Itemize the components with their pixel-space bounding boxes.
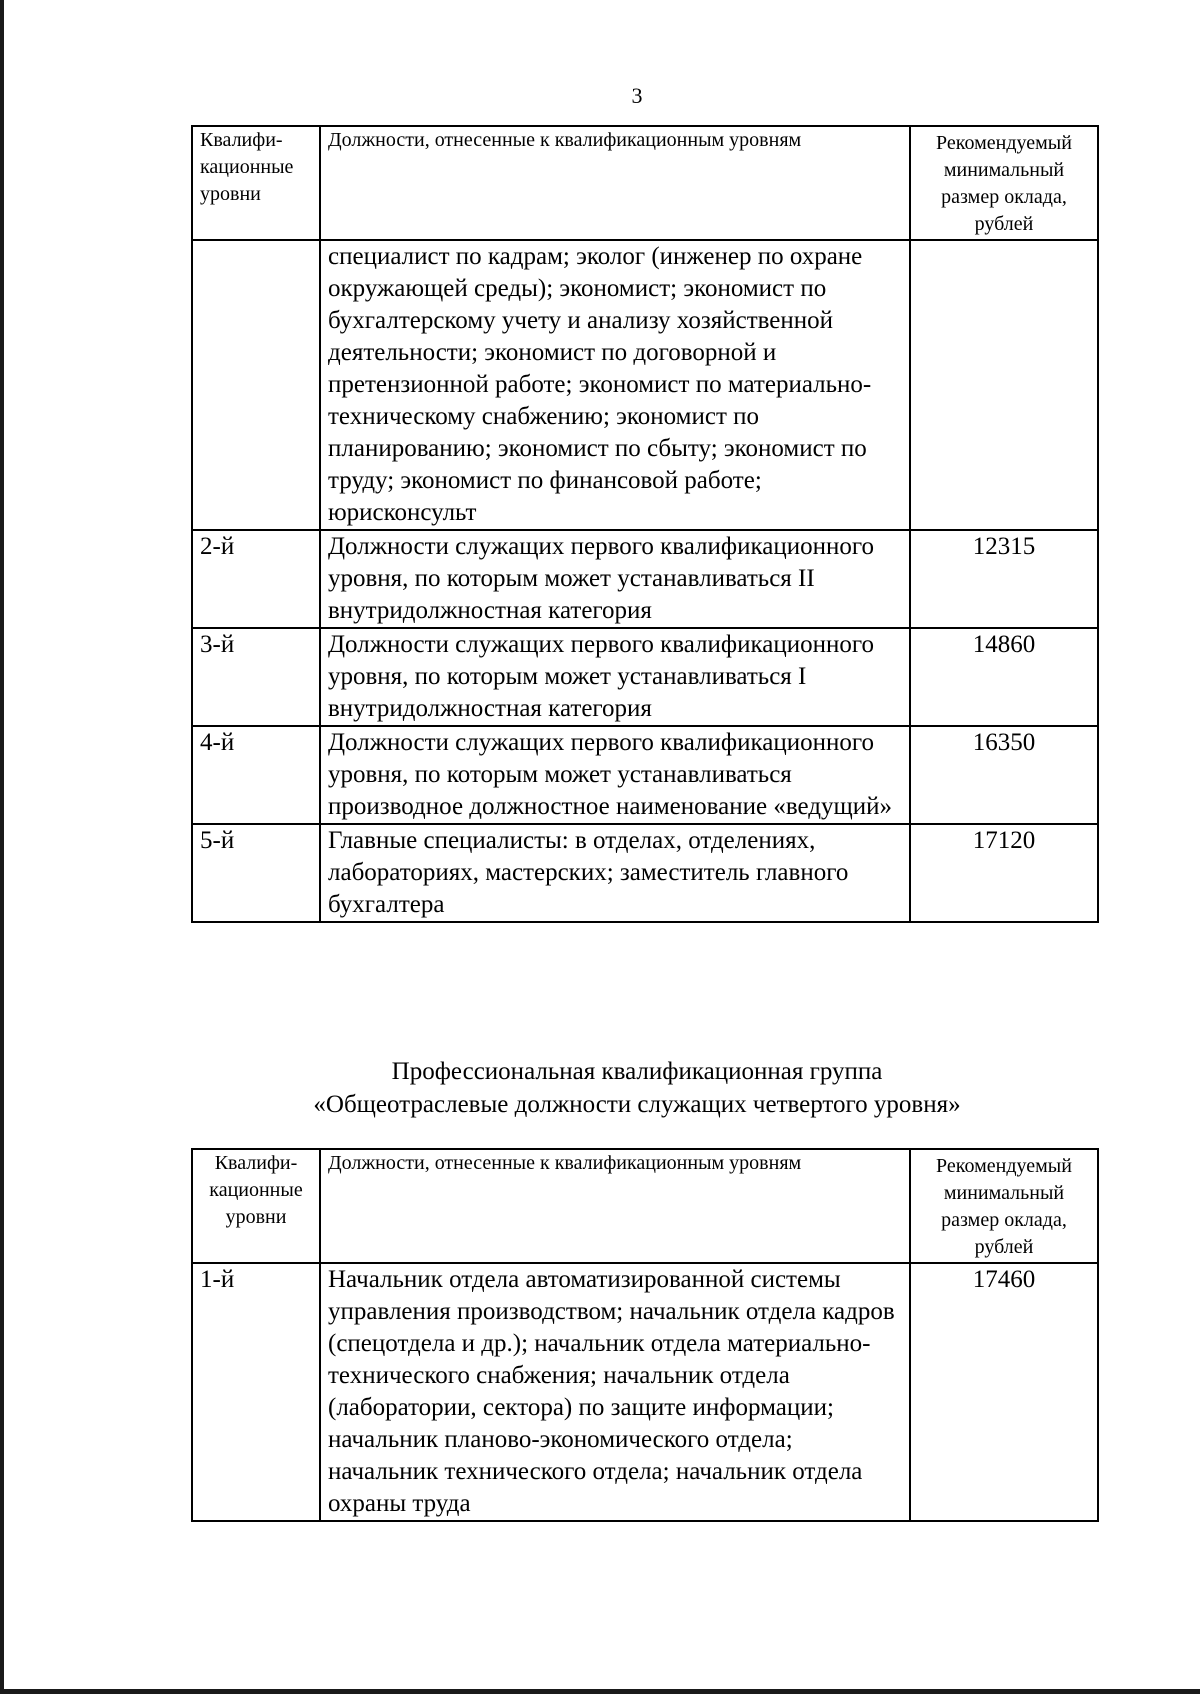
table-header-row xyxy=(192,126,1098,240)
table-row xyxy=(192,240,1098,530)
row-positions: Главные специалисты: в отделах, отделениях, лабораториях, мастерских; заместитель главного бухгалтера xyxy=(320,824,910,922)
scan-edge-left xyxy=(0,0,4,1694)
row-level: 1-й xyxy=(192,1263,320,1521)
table-row xyxy=(192,824,1098,922)
row-positions: Должности служащих первого квалификационного уровня, по которым может устанавливаться II внутридолжностная категория xyxy=(320,530,910,628)
row-level: 2-й xyxy=(192,530,320,628)
qualification-table-1 xyxy=(191,125,1099,923)
row-positions: Должности служащих первого квалификационного уровня, по которым может устанавливаться производное должностное наименование «ведущий» xyxy=(320,726,910,824)
header-salary: Рекомендуемый минимальный размер оклада, рублей xyxy=(910,1149,1098,1263)
row-salary: 14860 xyxy=(910,628,1098,726)
row-positions: Должности служащих первого квалификационного уровня, по которым может устанавливаться I внутридолжностная категория xyxy=(320,628,910,726)
header-level: Квалифи- кационные уровни xyxy=(192,1149,320,1263)
table-row xyxy=(192,628,1098,726)
table-row xyxy=(192,1263,1098,1521)
table-row xyxy=(192,726,1098,824)
row-positions: Начальник отдела автоматизированной системы управления производством; начальник отдела кадров (спецотдела и др.); начальник отдела материально-технического снабжения; начальник отдела (лаборатории, сектора) по защите информации; начальник планово-экономического отдела; начальник технического отдела; начальник отдела охраны труда xyxy=(320,1263,910,1521)
row-salary: 16350 xyxy=(910,726,1098,824)
row-salary: 17460 xyxy=(910,1263,1098,1521)
header-salary: Рекомендуемый минимальный размер оклада, рублей xyxy=(910,126,1098,240)
row-level xyxy=(192,240,320,530)
row-positions: специалист по кадрам; эколог (инженер по охране окружающей среды); экономист; экономист по бухгалтерскому учету и анализу хозяйственной деятельности; экономист по договорной и претензионной работе; экономист по материально-техническому снабжению; экономист по планированию; экономист по сбыту; экономист по труду; экономист по финансовой работе; юрисконсульт xyxy=(320,240,910,530)
section-heading-line1: Профессиональная квалификационная группа xyxy=(391,1058,883,1085)
qualification-table-2 xyxy=(191,1148,1099,1522)
row-salary: 12315 xyxy=(910,530,1098,628)
page-number: 3 xyxy=(631,83,643,108)
scan-edge-bottom xyxy=(0,1689,1200,1694)
row-salary xyxy=(910,240,1098,530)
table-header-row xyxy=(192,1149,1098,1263)
row-level: 5-й xyxy=(192,824,320,922)
header-level: Квалифи- кационные уровни xyxy=(192,126,320,240)
row-level: 3-й xyxy=(192,628,320,726)
table-row xyxy=(192,530,1098,628)
row-level: 4-й xyxy=(192,726,320,824)
header-positions: Должности, отнесенные к квалификационным уровням xyxy=(320,1149,910,1263)
section-heading xyxy=(0,1055,1200,1121)
row-salary: 17120 xyxy=(910,824,1098,922)
header-positions: Должности, отнесенные к квалификационным уровням xyxy=(320,126,910,240)
section-heading-line2: «Общеотраслевые должности служащих четвертого уровня» xyxy=(313,1091,961,1118)
